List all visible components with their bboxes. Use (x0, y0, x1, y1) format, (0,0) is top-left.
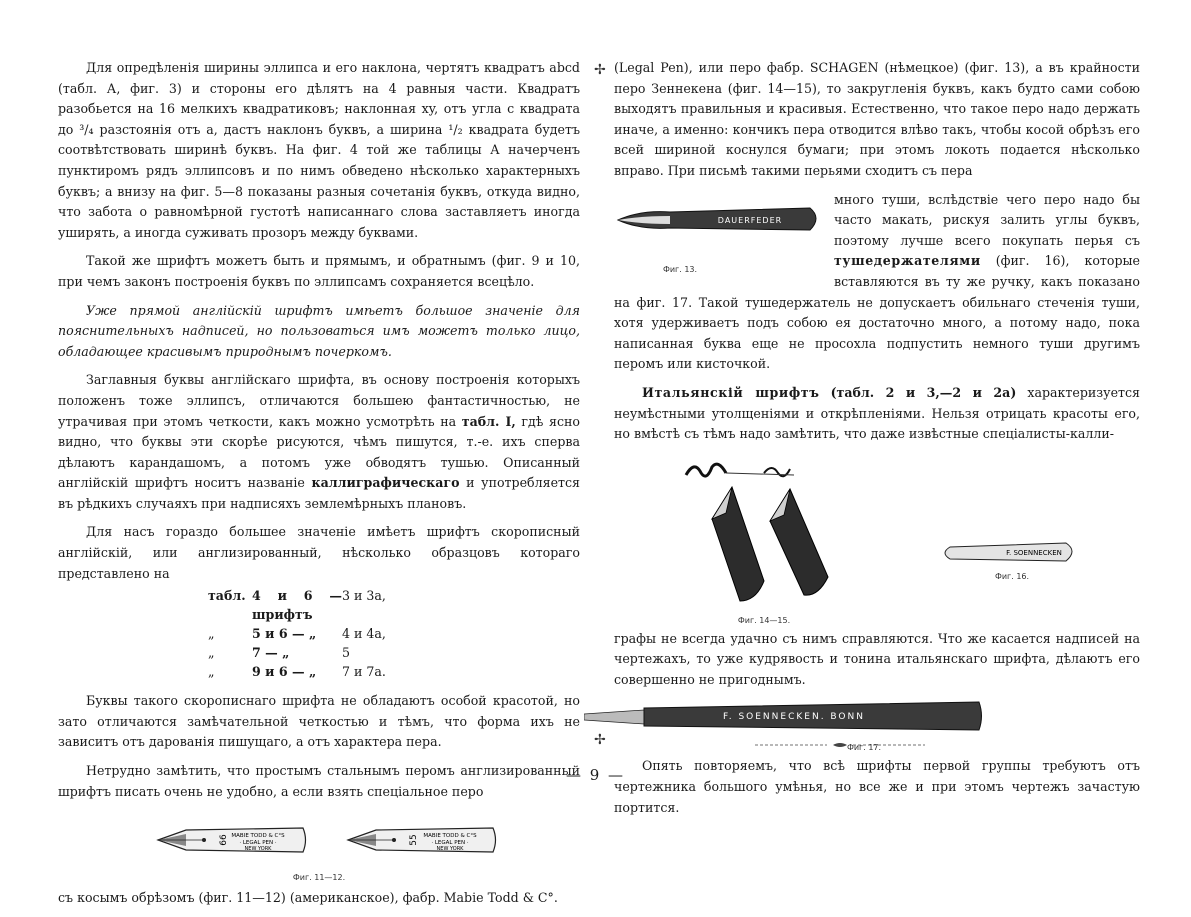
svg-text:66: 66 (219, 834, 229, 846)
svg-text:F. SOENNECKEN. BONN: F. SOENNECKEN. BONN (723, 712, 865, 723)
right-paragraph-5: Опять повторяемъ, что всѣ шрифты первой группы требуютъ отъ чертежника большого умѣнья, но все же и при этомъ чертежъ зачастую портится. (614, 758, 1140, 815)
left-paragraph-5: Для насъ гораздо большее значеніе имѣетъ шрифтъ скорописный англійскій, или англизированный, нѣсколько образцовъ котораго представлено на (58, 524, 580, 581)
figure-17-caption: Фиг. 17. (846, 743, 882, 753)
svg-text:MABIE TODD & C°S: MABIE TODD & C°S (423, 833, 477, 840)
closing-ornament (755, 741, 925, 749)
gutter-cross-bottom: ✢ (594, 732, 606, 748)
figure-16-caption: Фиг. 16. (994, 571, 1030, 581)
left-paragraph-7: Нетрудно замѣтить, что простымъ стальнымъ перомъ англизированный шрифтъ писать очень не удобно, а если взять спеціальное перо (58, 763, 580, 799)
svg-text:· LEGAL PEN ·: · LEGAL PEN · (431, 840, 469, 847)
right-paragraph-1: (Legal Pen), или перо фабр. SCHAGEN (нѣмецкое) (фиг. 13), а въ крайности перо Зеннекена (фиг. 14—15), то закругленія буквъ, какъ будто сами собою выходятъ правильныя и красивыя. Естественно, что такое перо надо держать иначе, а именно: кончикъ пера отводится влѣво такъ, чтобы косой обрѣзъ его всей шириной коснулся бумаги; при этомъ локоть подается нѣсколько вправо. При письмѣ такими перьями сходитъ съ пера (614, 60, 1140, 178)
svg-text:F. SOENNECKEN: F. SOENNECKEN (1006, 548, 1062, 557)
left-column (58, 58, 580, 917)
svg-text:MABIE TODD & C°S: MABIE TODD & C°S (231, 833, 285, 840)
left-paragraph-3: Уже прямой англійскій шрифтъ имѣетъ большое значеніе для пояснительныхъ надписей, но пользоваться имъ можетъ только лицо, обладающее красивымъ природнымъ почеркомъ. (58, 302, 580, 359)
left-paragraph-2: Такой же шрифтъ можетъ быть и прямымъ, и обратнымъ (фиг. 9 и 10, при чемъ законъ построенія буквъ по эллипсамъ сохраняется всецѣло. (58, 253, 580, 289)
svg-text:· LEGAL PEN ·: · LEGAL PEN · (239, 840, 277, 847)
right-paragraph-3: Итальянскій шрифтъ (табл. 2 и 3,—2 и 2а) характеризуется неумѣстными утолщеніями и открѣпленіями. Нельзя отрицать красоты его, но вмѣстѣ съ тѣмъ надо замѣтить, что даже извѣстные спеціалисты-калли- (614, 384, 1140, 442)
svg-text:NEW YORK: NEW YORK (244, 846, 272, 853)
table-row: „ 7 — „ 5 (208, 645, 351, 661)
svg-text:NEW YORK: NEW YORK (436, 846, 464, 853)
right-column (614, 58, 1140, 826)
left-paragraph-6: Буквы такого скорописнаго шрифта не обладаютъ особой красотой, но зато отличаются замѣчательной четкостью и тѣмъ, что форма ихъ не зависитъ отъ дарованія пишущаго, а отъ характера пера. (58, 693, 580, 750)
pen-nibs-11-12-illustration (58, 810, 580, 866)
pen-nib-12 (348, 828, 496, 852)
pen-holder-17-illustration (584, 698, 984, 738)
right-paragraph-4: графы не всегда удачно съ нимъ справляются. Что же касается надписей на чертежахъ, то уже кудрявость и тонина итальянскаго шрифта, дѣлаютъ его совершенно не пригоднымъ. (614, 630, 1140, 687)
soennecken-nibs-illustration (614, 453, 1140, 613)
right-paragraph-2: много туши, вслѣдствіе чего перо надо бы часто макать, рискуя залить углы буквъ, поэтому лучше всего покупать перья съ тушедержателями (фиг. 16), которые вставляются въ ту же ручку, какъ показано на фиг. 17. Такой тушедержатель не допускаетъ обильнаго стеченія туши, хотя удерживаетъ подъ собою ея достаточно много, а потому надо, пока написанная буква еще не просохла подпустить немного туши другимъ перомъ или кисточкой. (614, 191, 1140, 372)
figure-14-16-row (614, 453, 1140, 629)
figure-11-12 (58, 810, 580, 884)
font-table (208, 586, 580, 681)
svg-text:55: 55 (409, 834, 419, 846)
dauerfeder-nib-illustration (610, 190, 826, 260)
figure-16-pen (945, 543, 1072, 561)
figure-13-caption: Фиг. 13. (662, 264, 698, 274)
table-row: „ 5 и 6 — „ 4 и 4а, (208, 626, 386, 642)
figure-14-15-caption: Фиг. 14—15. (737, 615, 791, 625)
table-row: табл. 4 и 6 — шрифтъ 3 и 3а, (208, 588, 386, 623)
left-paragraph-4: Заглавныя буквы англійскаго шрифта, въ основу построенія которыхъ положенъ тоже эллипсъ, отличаются большею фантастичностью, не утрачивая при этомъ четкости, какъ можно усмотрѣть на табл. I, гдѣ ясно видно, что буквы эти скорѣе рисуются, чѣмъ пишутся, т.-е. ихъ сперва дѣлаютъ карандашомъ, а потомъ уже обводятъ тушью. Описанный англійскій шрифтъ носитъ названіе каллиграфическаго и употребляется въ рѣдкихъ случаяхъ при надписяхъ землемѣрныхъ плановъ. (58, 372, 580, 511)
left-paragraph-1: Для опредѣленія ширины эллипса и его наклона, чертятъ квадратъ abcd (табл. А, фиг. 3) и стороны его дѣлятъ на 4 равныя части. Квадратъ разобьется на 16 мелкихъ квадратиковъ; наклонная xy, отъ угла c квадрата до ³/₄ разстоянія отъ a, дастъ наклонъ буквъ, а ширина ¹/₂ квадрата будетъ соотвѣтствовать ширинѣ буквъ. На фиг. 4 той же таблицы А начерченъ пунктиромъ рядъ эллипсовъ и по нимъ обведено нѣсколько характерныхъ буквъ; а внизу на фиг. 5—8 показаны разныя сочетанія буквъ, откуда видно, что забота о равномѣрной густотѣ написаннаго слова заставляетъ иногда уширять, а иногда суживать прозоръ между буквами. (58, 60, 580, 240)
pen-nib-11 (158, 828, 306, 852)
svg-text:DAUERFEDER: DAUERFEDER (717, 215, 783, 225)
figure-11-12-caption: Фиг. 11—12. (292, 873, 346, 883)
left-paragraph-8: съ косымъ обрѣзомъ (фиг. 11—12) (американское), фабр. Mabie Todd & C°. (58, 890, 558, 906)
page-number: — 9 — (565, 766, 626, 784)
right-paragraph-2-block (614, 190, 1140, 375)
figure-14-15-pens (686, 464, 828, 601)
gutter-cross-top: ✢ (594, 62, 606, 78)
figure-13 (610, 190, 826, 274)
table-row: „ 9 и 6 — „ 7 и 7а. (208, 664, 386, 680)
